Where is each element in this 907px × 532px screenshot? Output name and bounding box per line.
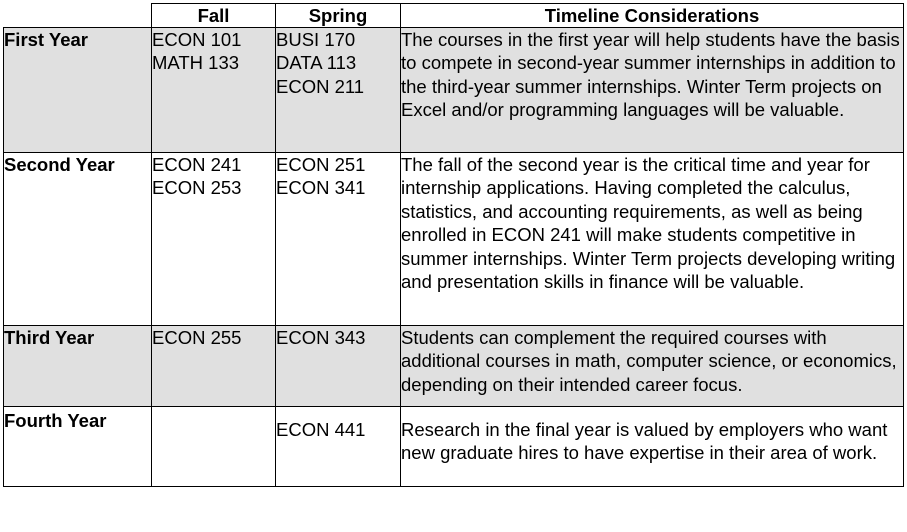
timeline-note: The courses in the first year will help students have the basis to compete in second-year summer internships in addition to the third-year summer internships. Winter Term projects on Excel and/or programming languages will be valuable.: [401, 28, 904, 153]
fall-courses: [152, 326, 276, 407]
course-code: ECON 341: [276, 177, 366, 199]
fall-courses: [152, 407, 276, 487]
course-code: ECON 255: [152, 327, 242, 348]
course-code: ECON 253: [152, 177, 242, 199]
table-row-third-year: [4, 326, 904, 407]
course-timeline-table: [3, 3, 904, 487]
table-row-first-year: [4, 28, 904, 153]
course-code: ECON 441: [276, 419, 366, 440]
year-label: Fourth Year: [4, 407, 152, 487]
spring-courses: [276, 407, 401, 487]
timeline-note: Research in the final year is valued by employers who want new graduate hires to have expertise in their area of work.: [401, 407, 904, 487]
table-row-second-year: [4, 153, 904, 326]
course-code: ECON 211: [276, 75, 365, 97]
course-code: DATA 113: [276, 52, 357, 74]
course-code: BUSI 170: [276, 29, 356, 50]
timeline-note: The fall of the second year is the critical time and year for internship applications. Having completed the calculus, statistics, and accounting requirements, as well as being enrolled in ECON 241 will make students competitive in summer internships. Winter Term projects developing writing and presentation skills in finance will be valuable.: [401, 153, 904, 326]
course-code: MATH 133: [152, 52, 240, 74]
spring-courses: [276, 28, 401, 153]
course-code: ECON 101: [152, 29, 242, 50]
year-label: Third Year: [4, 326, 152, 407]
header-spring: Spring: [276, 4, 401, 28]
header-fall: Fall: [152, 4, 276, 28]
course-code: ECON 343: [276, 327, 366, 348]
year-label: Second Year: [4, 153, 152, 326]
course-code: ECON 251: [276, 154, 366, 175]
year-label: First Year: [4, 28, 152, 153]
table-row-fourth-year: [4, 407, 904, 487]
header-row: [4, 4, 904, 28]
header-timeline-considerations: Timeline Considerations: [401, 4, 904, 28]
header-corner-cell: [4, 4, 152, 28]
fall-courses: [152, 28, 276, 153]
timeline-note: Students can complement the required courses with additional courses in math, computer science, or economics, depending on their intended career focus.: [401, 326, 904, 407]
course-code: ECON 241: [152, 154, 242, 175]
fall-courses: [152, 153, 276, 326]
spring-courses: [276, 153, 401, 326]
spring-courses: [276, 326, 401, 407]
